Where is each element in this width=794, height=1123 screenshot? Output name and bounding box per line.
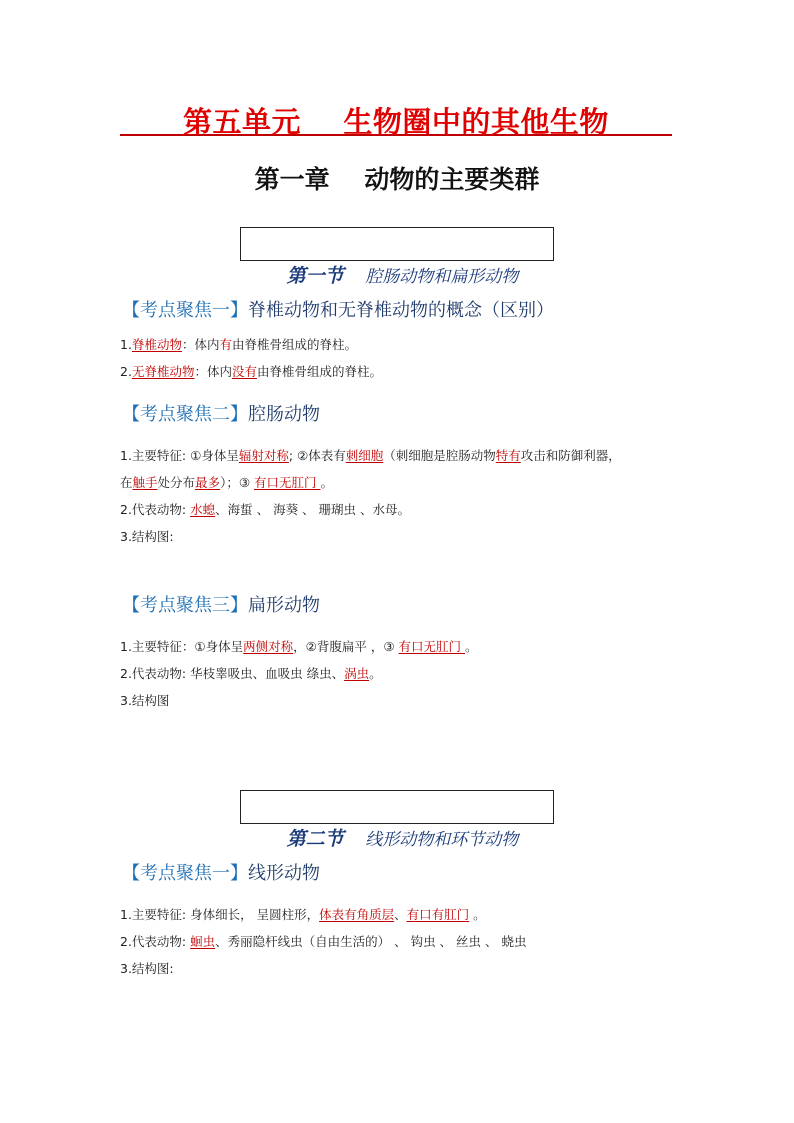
key-term: 最多 [195, 475, 221, 490]
key-term: 脊椎动物 [131, 337, 182, 352]
key-term: 体表有角质层 [319, 907, 395, 922]
key-term: 无脊椎动物 [131, 364, 195, 379]
key-term: 涡虫 [344, 666, 370, 681]
section-2-number: 第二节 [286, 828, 344, 850]
text-line: 1.脊椎动物：体内有由脊椎骨组成的脊柱。 [120, 337, 357, 352]
key-term: 辐射对称 [238, 448, 289, 463]
text-line: 3.结构图: [120, 961, 174, 976]
text-line: 2.代表动物: 华枝睾吸虫、血吸虫 绦虫、涡虫。 [120, 666, 382, 681]
focus-heading [122, 591, 320, 617]
section-1-number: 第一节 [286, 265, 344, 287]
focus-title: 线形动物 [248, 863, 320, 884]
focus-tag: 【考点聚焦一】 [122, 863, 248, 884]
focus-heading [122, 859, 320, 885]
section-2-name: 线形动物和环节动物 [365, 830, 519, 850]
section-2-box [240, 790, 554, 850]
text-line: 3.结构图: [120, 529, 174, 544]
chapter-title: 第一章 动物的主要类群 [254, 165, 540, 194]
focus-tag: 【考点聚焦一】 [122, 300, 248, 321]
text-line: 2.代表动物: 水螅、海蜇 、 海葵 、 珊瑚虫 、水母。 [120, 502, 411, 517]
focus-tag: 【考点聚焦三】 [122, 595, 248, 616]
text-line: 2.无脊椎动物：体内没有由脊椎骨组成的脊柱。 [120, 364, 382, 379]
unit-title-text: 第五单元 生物圈中的其他生物 [183, 105, 609, 139]
key-term: 两侧对称 [243, 639, 294, 654]
key-term: 有口有肛门 [406, 907, 470, 922]
text-line: 1.主要特征: ①身体呈辐射对称; ②体表有刺细胞（刺细胞是腔肠动物特有攻击和防御利器， [120, 448, 621, 463]
text-line: 在触手处分布最多）；③ 有口无肛门 。 [120, 475, 333, 490]
text-line: 3.结构图 [120, 693, 170, 708]
key-term: 水螅 [190, 502, 216, 517]
text-line: 1.主要特征: 身体细长， 呈圆柱形，体表有角质层、有口有肛门 。 [120, 907, 486, 922]
focus-heading [122, 296, 554, 322]
key-term: 特有 [495, 448, 521, 463]
key-term: 刺细胞 [345, 448, 384, 463]
key-term: 触手 [132, 475, 158, 490]
text-line: 2.代表动物: 蛔虫、秀丽隐杆线虫（自由生活的） 、 钩虫 、 丝虫 、 蛲虫 [120, 934, 527, 949]
focus-title: 脊椎动物和无脊椎动物的概念（区别） [248, 300, 554, 321]
key-term: 没有 [231, 364, 257, 379]
focus-tag: 【考点聚焦二】 [122, 404, 248, 425]
unit-title [120, 100, 672, 139]
section-1-box [240, 227, 554, 287]
focus-title: 腔肠动物 [248, 404, 320, 425]
focus-title: 扁形动物 [248, 595, 320, 616]
section-1-name: 腔肠动物和扁形动物 [365, 267, 519, 287]
key-term: 有口无肛门 [254, 475, 321, 490]
text-line: 1.主要特征：①身体呈两侧对称，②背腹扁平 ，③ 有口无肛门 。 [120, 639, 478, 654]
key-term: 有口无肛门 [398, 639, 465, 654]
focus-heading [122, 400, 320, 426]
key-term: 有 [219, 337, 232, 352]
key-term: 蛔虫 [190, 934, 216, 949]
